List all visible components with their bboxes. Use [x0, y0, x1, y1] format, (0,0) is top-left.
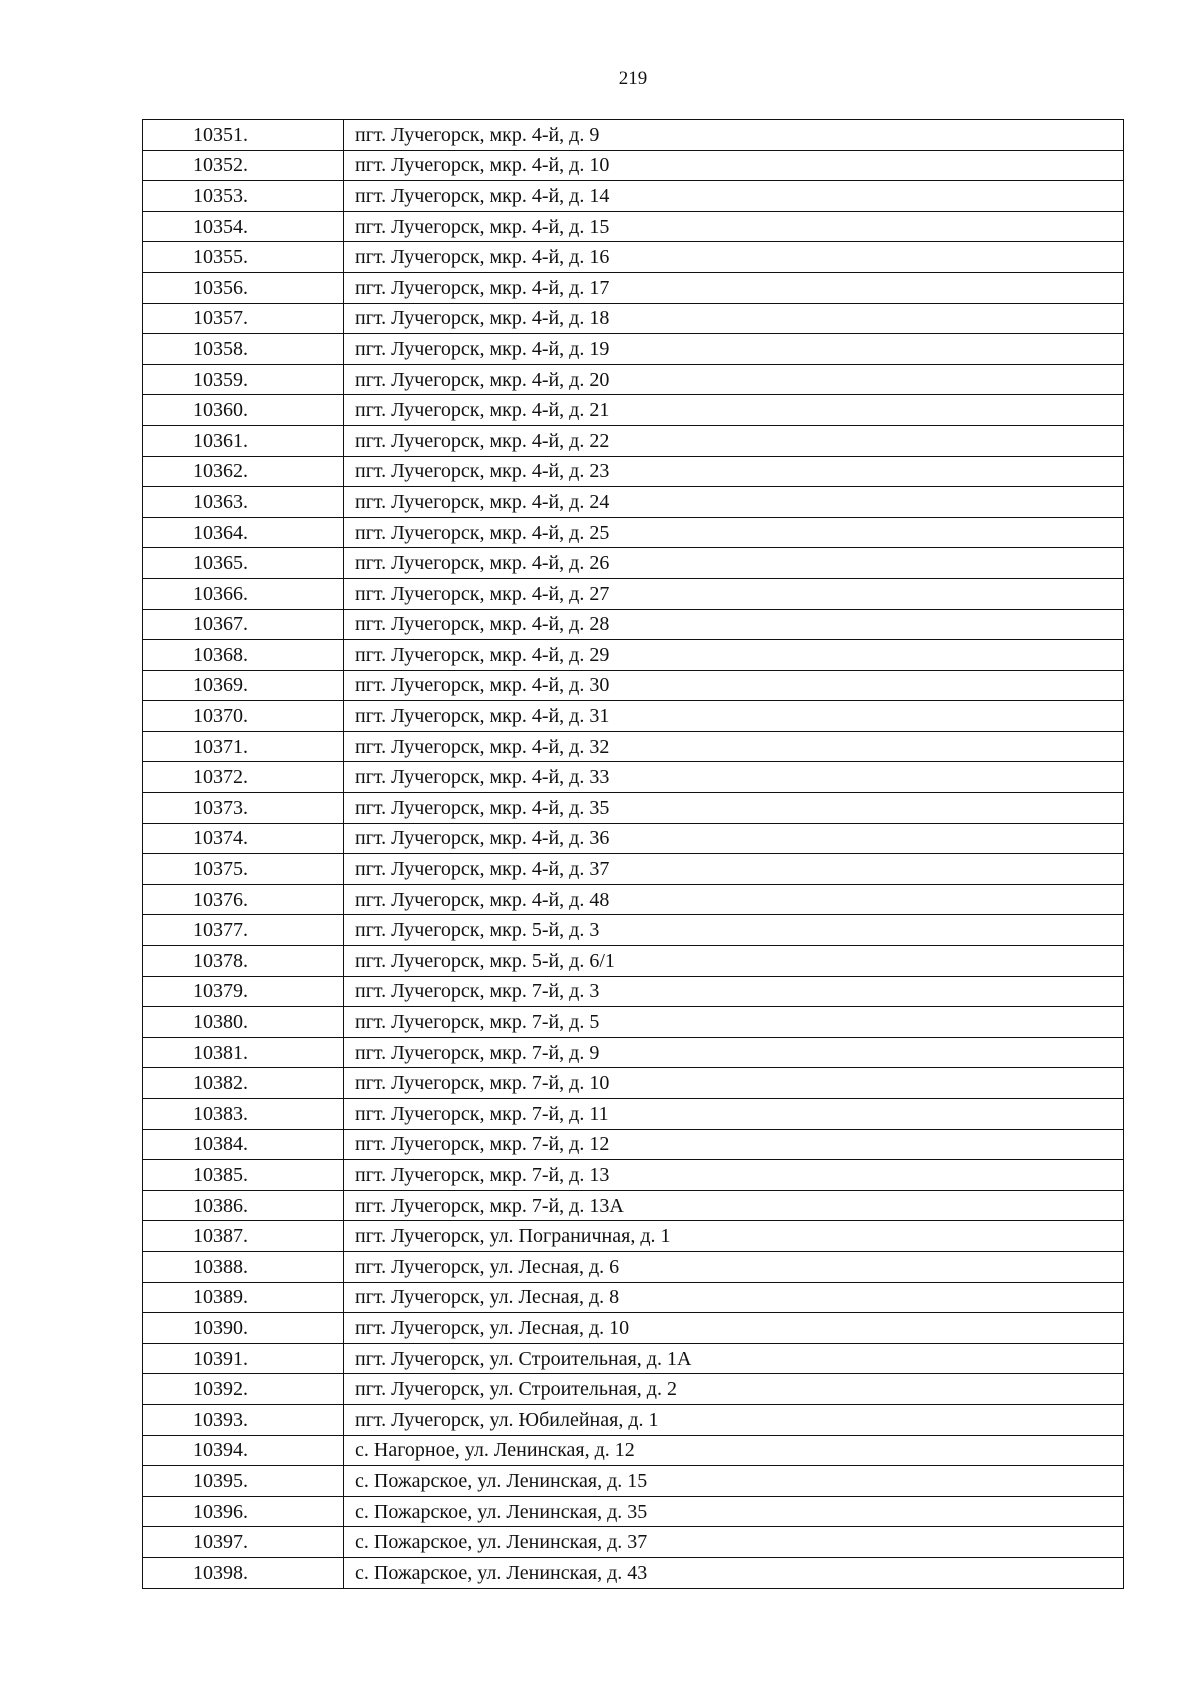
- address-cell: пгт. Лучегорск, мкр. 7-й, д. 10: [344, 1068, 1124, 1099]
- table-row: [143, 823, 1124, 854]
- address-cell: пгт. Лучегорск, ул. Юбилейная, д. 1: [344, 1404, 1124, 1435]
- address-cell: пгт. Лучегорск, мкр. 4-й, д. 25: [344, 517, 1124, 548]
- row-number-cell: 10391.: [143, 1343, 344, 1374]
- row-number-cell: 10367.: [143, 609, 344, 640]
- table-row: [143, 731, 1124, 762]
- row-number-cell: 10394.: [143, 1435, 344, 1466]
- address-cell: пгт. Лучегорск, мкр. 7-й, д. 3: [344, 976, 1124, 1007]
- table-row: [143, 578, 1124, 609]
- row-number-cell: 10398.: [143, 1557, 344, 1588]
- row-number-cell: 10374.: [143, 823, 344, 854]
- row-number-cell: 10377.: [143, 915, 344, 946]
- table-row: [143, 425, 1124, 456]
- table-row: [143, 1037, 1124, 1068]
- row-number-cell: 10354.: [143, 211, 344, 242]
- table-row: [143, 211, 1124, 242]
- table-row: [143, 1374, 1124, 1405]
- table-row: [143, 762, 1124, 793]
- address-cell: пгт. Лучегорск, мкр. 4-й, д. 26: [344, 548, 1124, 579]
- address-cell: пгт. Лучегорск, мкр. 7-й, д. 13: [344, 1160, 1124, 1191]
- address-cell: пгт. Лучегорск, ул. Пограничная, д. 1: [344, 1221, 1124, 1252]
- row-number-cell: 10355.: [143, 242, 344, 273]
- row-number-cell: 10372.: [143, 762, 344, 793]
- table-row: [143, 364, 1124, 395]
- row-number-cell: 10353.: [143, 181, 344, 212]
- table-row: [143, 854, 1124, 885]
- row-number-cell: 10368.: [143, 640, 344, 671]
- address-cell: пгт. Лучегорск, мкр. 4-й, д. 29: [344, 640, 1124, 671]
- row-number-cell: 10370.: [143, 701, 344, 732]
- table-row: [143, 548, 1124, 579]
- table-row: [143, 701, 1124, 732]
- address-cell: пгт. Лучегорск, мкр. 4-й, д. 37: [344, 854, 1124, 885]
- table-row: [143, 1343, 1124, 1374]
- address-cell: пгт. Лучегорск, мкр. 4-й, д. 28: [344, 609, 1124, 640]
- row-number-cell: 10364.: [143, 517, 344, 548]
- address-cell: пгт. Лучегорск, мкр. 4-й, д. 9: [344, 120, 1124, 151]
- table-row: [143, 946, 1124, 977]
- table-row: [143, 181, 1124, 212]
- table-row: [143, 1007, 1124, 1038]
- table-row: [143, 1251, 1124, 1282]
- row-number-cell: 10397.: [143, 1527, 344, 1558]
- row-number-cell: 10369.: [143, 670, 344, 701]
- table-row: [143, 1404, 1124, 1435]
- table-row: [143, 976, 1124, 1007]
- row-number-cell: 10388.: [143, 1251, 344, 1282]
- table-row: [143, 884, 1124, 915]
- address-cell: пгт. Лучегорск, мкр. 5-й, д. 6/1: [344, 946, 1124, 977]
- address-cell: пгт. Лучегорск, ул. Строительная, д. 1А: [344, 1343, 1124, 1374]
- address-cell: пгт. Лучегорск, мкр. 4-й, д. 10: [344, 150, 1124, 181]
- address-cell: пгт. Лучегорск, мкр. 4-й, д. 27: [344, 578, 1124, 609]
- address-cell: с. Нагорное, ул. Ленинская, д. 12: [344, 1435, 1124, 1466]
- address-cell: с. Пожарское, ул. Ленинская, д. 15: [344, 1466, 1124, 1497]
- table-row: [143, 1435, 1124, 1466]
- row-number-cell: 10366.: [143, 578, 344, 609]
- table-row: [143, 334, 1124, 365]
- address-cell: пгт. Лучегорск, мкр. 7-й, д. 11: [344, 1099, 1124, 1130]
- table-row: [143, 120, 1124, 151]
- row-number-cell: 10381.: [143, 1037, 344, 1068]
- table-row: [143, 1557, 1124, 1588]
- address-cell: с. Пожарское, ул. Ленинская, д. 43: [344, 1557, 1124, 1588]
- address-cell: пгт. Лучегорск, мкр. 4-й, д. 20: [344, 364, 1124, 395]
- address-cell: пгт. Лучегорск, мкр. 4-й, д. 31: [344, 701, 1124, 732]
- table-row: [143, 272, 1124, 303]
- address-cell: пгт. Лучегорск, мкр. 4-й, д. 14: [344, 181, 1124, 212]
- table-row: [143, 1282, 1124, 1313]
- row-number-cell: 10361.: [143, 425, 344, 456]
- address-cell: пгт. Лучегорск, мкр. 7-й, д. 12: [344, 1129, 1124, 1160]
- table-row: [143, 640, 1124, 671]
- address-cell: пгт. Лучегорск, ул. Лесная, д. 10: [344, 1313, 1124, 1344]
- row-number-cell: 10383.: [143, 1099, 344, 1130]
- row-number-cell: 10396.: [143, 1496, 344, 1527]
- address-cell: пгт. Лучегорск, мкр. 4-й, д. 18: [344, 303, 1124, 334]
- address-cell: пгт. Лучегорск, мкр. 4-й, д. 48: [344, 884, 1124, 915]
- table-row: [143, 150, 1124, 181]
- row-number-cell: 10357.: [143, 303, 344, 334]
- address-cell: пгт. Лучегорск, мкр. 4-й, д. 24: [344, 487, 1124, 518]
- address-table: [142, 119, 1124, 1589]
- address-cell: пгт. Лучегорск, мкр. 4-й, д. 30: [344, 670, 1124, 701]
- address-cell: пгт. Лучегорск, мкр. 4-й, д. 35: [344, 793, 1124, 824]
- table-row: [143, 793, 1124, 824]
- address-cell: пгт. Лучегорск, мкр. 4-й, д. 36: [344, 823, 1124, 854]
- row-number-cell: 10376.: [143, 884, 344, 915]
- row-number-cell: 10380.: [143, 1007, 344, 1038]
- address-cell: пгт. Лучегорск, мкр. 4-й, д. 15: [344, 211, 1124, 242]
- row-number-cell: 10365.: [143, 548, 344, 579]
- row-number-cell: 10389.: [143, 1282, 344, 1313]
- address-cell: с. Пожарское, ул. Ленинская, д. 35: [344, 1496, 1124, 1527]
- row-number-cell: 10351.: [143, 120, 344, 151]
- address-cell: пгт. Лучегорск, мкр. 4-й, д. 22: [344, 425, 1124, 456]
- table-row: [143, 1190, 1124, 1221]
- address-cell: пгт. Лучегорск, мкр. 7-й, д. 9: [344, 1037, 1124, 1068]
- row-number-cell: 10390.: [143, 1313, 344, 1344]
- address-cell: пгт. Лучегорск, мкр. 4-й, д. 19: [344, 334, 1124, 365]
- row-number-cell: 10371.: [143, 731, 344, 762]
- table-row: [143, 1527, 1124, 1558]
- row-number-cell: 10373.: [143, 793, 344, 824]
- table-row: [143, 395, 1124, 426]
- address-cell: пгт. Лучегорск, мкр. 7-й, д. 5: [344, 1007, 1124, 1038]
- row-number-cell: 10384.: [143, 1129, 344, 1160]
- address-cell: пгт. Лучегорск, мкр. 4-й, д. 17: [344, 272, 1124, 303]
- table-row: [143, 1313, 1124, 1344]
- address-table-body: [143, 120, 1124, 1589]
- table-row: [143, 609, 1124, 640]
- table-row: [143, 1099, 1124, 1130]
- table-row: [143, 1466, 1124, 1497]
- table-row: [143, 242, 1124, 273]
- address-cell: пгт. Лучегорск, ул. Лесная, д. 6: [344, 1251, 1124, 1282]
- row-number-cell: 10386.: [143, 1190, 344, 1221]
- table-row: [143, 303, 1124, 334]
- row-number-cell: 10387.: [143, 1221, 344, 1252]
- address-cell: пгт. Лучегорск, ул. Строительная, д. 2: [344, 1374, 1124, 1405]
- row-number-cell: 10393.: [143, 1404, 344, 1435]
- row-number-cell: 10385.: [143, 1160, 344, 1191]
- row-number-cell: 10362.: [143, 456, 344, 487]
- table-row: [143, 1496, 1124, 1527]
- row-number-cell: 10395.: [143, 1466, 344, 1497]
- table-row: [143, 915, 1124, 946]
- address-cell: с. Пожарское, ул. Ленинская, д. 37: [344, 1527, 1124, 1558]
- table-row: [143, 1068, 1124, 1099]
- row-number-cell: 10382.: [143, 1068, 344, 1099]
- address-cell: пгт. Лучегорск, мкр. 4-й, д. 16: [344, 242, 1124, 273]
- address-cell: пгт. Лучегорск, мкр. 7-й, д. 13А: [344, 1190, 1124, 1221]
- row-number-cell: 10356.: [143, 272, 344, 303]
- row-number-cell: 10375.: [143, 854, 344, 885]
- address-cell: пгт. Лучегорск, мкр. 4-й, д. 32: [344, 731, 1124, 762]
- row-number-cell: 10360.: [143, 395, 344, 426]
- address-cell: пгт. Лучегорск, мкр. 4-й, д. 23: [344, 456, 1124, 487]
- table-row: [143, 517, 1124, 548]
- row-number-cell: 10358.: [143, 334, 344, 365]
- row-number-cell: 10392.: [143, 1374, 344, 1405]
- table-row: [143, 456, 1124, 487]
- table-row: [143, 1160, 1124, 1191]
- address-cell: пгт. Лучегорск, ул. Лесная, д. 8: [344, 1282, 1124, 1313]
- row-number-cell: 10352.: [143, 150, 344, 181]
- row-number-cell: 10378.: [143, 946, 344, 977]
- table-row: [143, 1221, 1124, 1252]
- row-number-cell: 10379.: [143, 976, 344, 1007]
- row-number-cell: 10363.: [143, 487, 344, 518]
- address-cell: пгт. Лучегорск, мкр. 5-й, д. 3: [344, 915, 1124, 946]
- table-row: [143, 670, 1124, 701]
- table-row: [143, 1129, 1124, 1160]
- table-row: [143, 487, 1124, 518]
- address-cell: пгт. Лучегорск, мкр. 4-й, д. 21: [344, 395, 1124, 426]
- row-number-cell: 10359.: [143, 364, 344, 395]
- page-number: 219: [618, 68, 648, 89]
- address-cell: пгт. Лучегорск, мкр. 4-й, д. 33: [344, 762, 1124, 793]
